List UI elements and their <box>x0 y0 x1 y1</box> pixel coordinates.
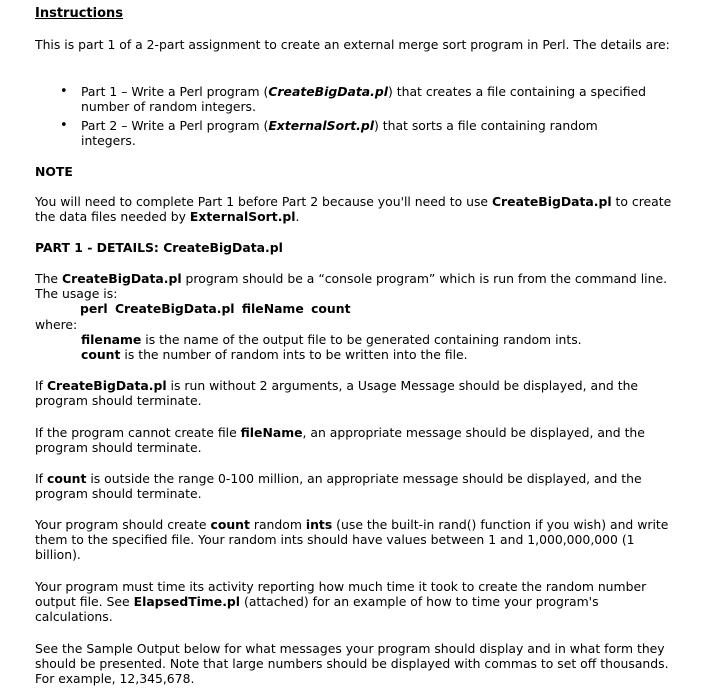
random-paragraph: Your program should create count random ints (use the built-in rand() function if you wish) and write them to the specified file. Your random ints should have values between 1 and 1,000,000,000 (1 billion). <box>35 517 669 562</box>
instructions-title: Instructions <box>35 6 124 21</box>
parts-list <box>35 84 655 152</box>
time-paragraph: Your program must time its activity reporting how much time it took to create the random number output file. See ElapsedTime.pl (attached) for an example of how to time your program's calculations. <box>35 579 647 624</box>
param-filename: filename is the name of the output file to be generated containing random ints. <box>81 332 582 347</box>
list-item: • Part 2 – Write a Perl program (ExternalSort.pl) that sorts a file containing random integers. <box>60 118 598 148</box>
part1-heading: PART 1 - DETAILS: CreateBigData.pl <box>35 240 283 255</box>
bullet-icon: • <box>60 118 68 133</box>
intro-paragraph: This is part 1 of a 2-part assignment to create an external merge sort program in Perl. The details are: <box>35 37 670 52</box>
note-paragraph: You will need to complete Part 1 before Part 2 because you'll need to use CreateBigData.pl to create the data files needed by ExternalSort.pl. <box>35 194 672 224</box>
note-heading: NOTE <box>35 164 73 179</box>
param-count: count is the number of random ints to be written into the file. <box>81 347 468 362</box>
usage-line: perl CreateBigData.pl fileName count <box>80 301 351 316</box>
where-label: where: <box>35 317 78 332</box>
bullet-icon: • <box>60 84 68 99</box>
count-paragraph: If count is outside the range 0-100 million, an appropriate message should be displayed, and the program should terminate. <box>35 471 642 501</box>
sample-paragraph: See the Sample Output below for what messages your program should display and in what form they should be presented. Note that large numbers should be displayed with commas to set off thousands. For example, 12,345,678. <box>35 641 669 686</box>
args-paragraph: If CreateBigData.pl is run without 2 arguments, a Usage Message should be displayed, and the program should terminate. <box>35 378 639 408</box>
list-item: • Part 1 – Write a Perl program (CreateBigData.pl) that creates a file containing a specified number of random integers. <box>60 84 647 114</box>
console-paragraph: The CreateBigData.pl program should be a “console program” which is run from the command line. The usage is: <box>35 271 668 301</box>
file-paragraph: If the program cannot create file fileName, an appropriate message should be displayed, and the program should terminate. <box>35 425 645 455</box>
